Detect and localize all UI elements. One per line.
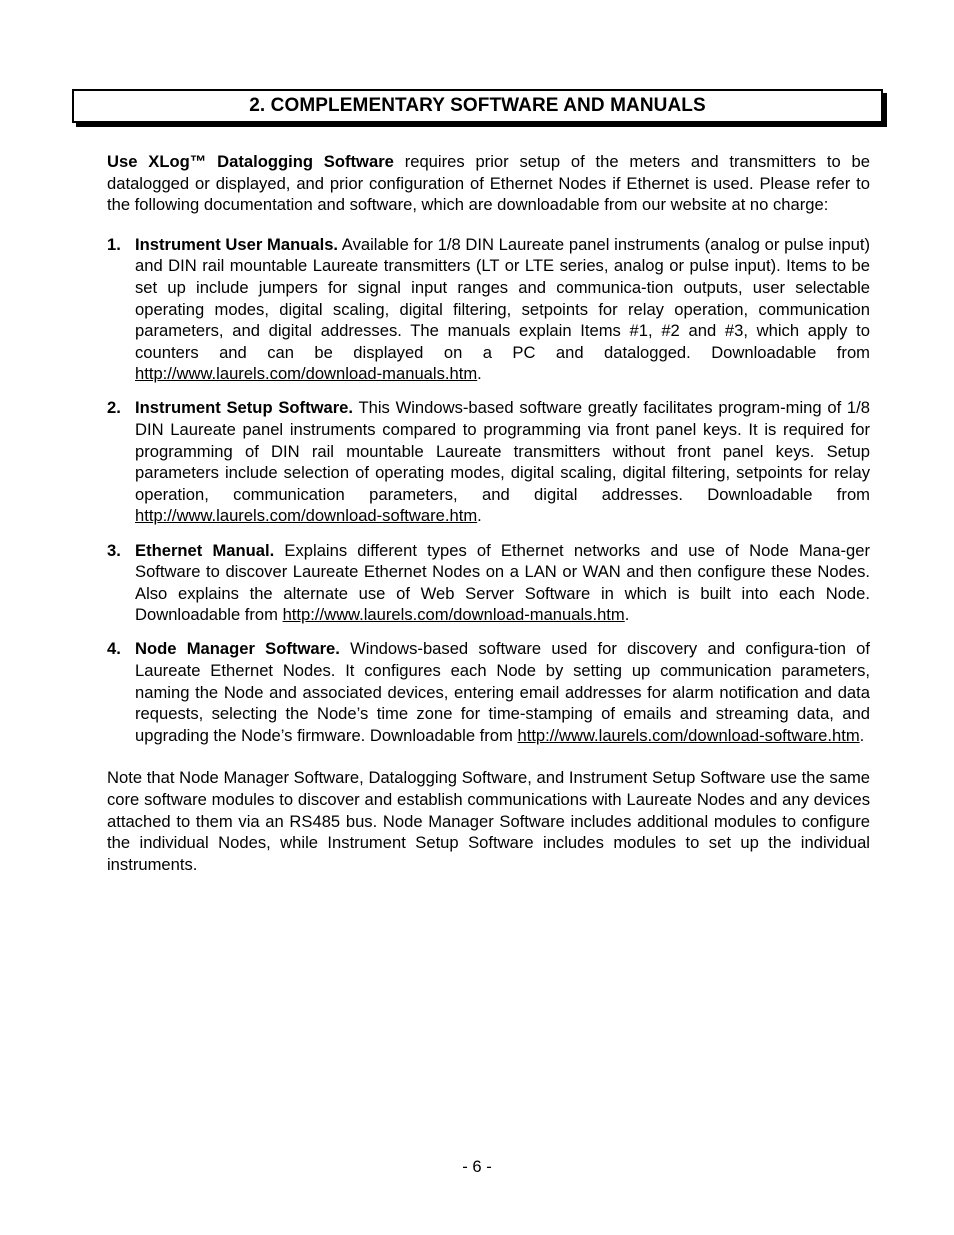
intro-text: requires prior setup of the meters and transmitters to be datalogged or displayed, and prior configuration of Ethernet Nodes if Ethernet is used. Please refer to the following documentation and software, which are downloadable from our website at no charge: [107, 152, 870, 215]
download-software-link[interactable]: http://www.laurels.com/download-software.htm [517, 725, 860, 745]
list-item-end: . [477, 506, 482, 526]
list-item-text: Available for 1/8 DIN Laureate panel instruments (analog or pulse input) and DIN rail mountable Laureate transmitters (LT or LTE series, analog or pulse input). Items to be set up include jumpers for signal input ranges and communica-tion outputs, user selectable operating modes, digital scaling, digital filtering, setpoints for relay operation, communication parameters, and digital addresses. The manuals explain Items #1, #2 and #3, which apply to counters and can be displayed on a PC and datalogged. Downloadable from [135, 234, 870, 362]
list-item-text: Explains different types of Ethernet networks and use of Node Mana-ger Software to discover Laureate Ethernet Nodes on a LAN or WAN and then configure these Nodes. Also explains the alternate use of Web Server Software in which is built into each Node. Downloadable from [135, 540, 870, 625]
list-item [107, 638, 870, 746]
page-content [107, 151, 870, 875]
list-item-number: 2. [107, 398, 121, 418]
download-software-link[interactable]: http://www.laurels.com/download-software.htm [135, 506, 478, 526]
list-item [107, 397, 870, 527]
download-manuals-link[interactable]: http://www.laurels.com/download-manuals.htm [282, 605, 625, 625]
section-heading: 2. COMPLEMENTARY SOFTWARE AND MANUALS [249, 95, 706, 116]
documentation-list [107, 234, 870, 747]
list-item-end: . [477, 364, 482, 384]
intro-paragraph [107, 151, 870, 216]
download-manuals-link[interactable]: http://www.laurels.com/download-manuals.htm [135, 364, 478, 384]
list-item-text: This Windows-based software greatly facilitates program-ming of 1/8 DIN Laureate panel instruments compared to programming via front panel keys. It is required for programming of DIN rail mountable Laureate transmitters without front panel keys. Setup parameters include selection of operating modes, digital scaling, digital filtering, setpoints for relay operation, communication parameters, and digital addresses. Downloadable from [135, 398, 871, 504]
list-item-text: Windows-based software used for discovery and configura-tion of Laureate Ethernet Nodes. It configures each Node by setting up communication parameters, naming the Node and associated devices, entering email addresses for alarm notification and data requests, selecting the Node’s time zone for time-stamping of emails and streaming data, and upgrading the Node’s firmware. Downloadable from [135, 639, 870, 745]
list-item-end: . [859, 725, 865, 745]
list-item [107, 540, 870, 626]
intro-lead: Use XLog™ Datalogging Software [107, 152, 394, 171]
list-item-number: 4. [107, 639, 121, 659]
list-item-number: 3. [107, 540, 121, 560]
list-item [107, 234, 870, 385]
page-number: - 6 - [462, 1157, 492, 1176]
list-item-title: Instrument Setup Software. [135, 398, 354, 418]
list-item-title: Ethernet Manual. [135, 540, 275, 560]
list-item-number: 1. [107, 234, 121, 254]
section-heading-box [72, 89, 883, 123]
list-item-end: . [624, 605, 630, 625]
list-item-title: Node Manager Software. [135, 639, 340, 659]
list-item-title: Instrument User Manuals. [135, 234, 339, 254]
note-paragraph: Note that Node Manager Software, Datalogging Software, and Instrument Setup Software use the same core software modules to discover and establish communications with Laureate Nodes and any devices attached to them via an RS485 bus. Node Manager Software includes additional modules to configure the individual Nodes, while Instrument Setup Software includes modules to set up the individual instruments. [107, 768, 870, 874]
